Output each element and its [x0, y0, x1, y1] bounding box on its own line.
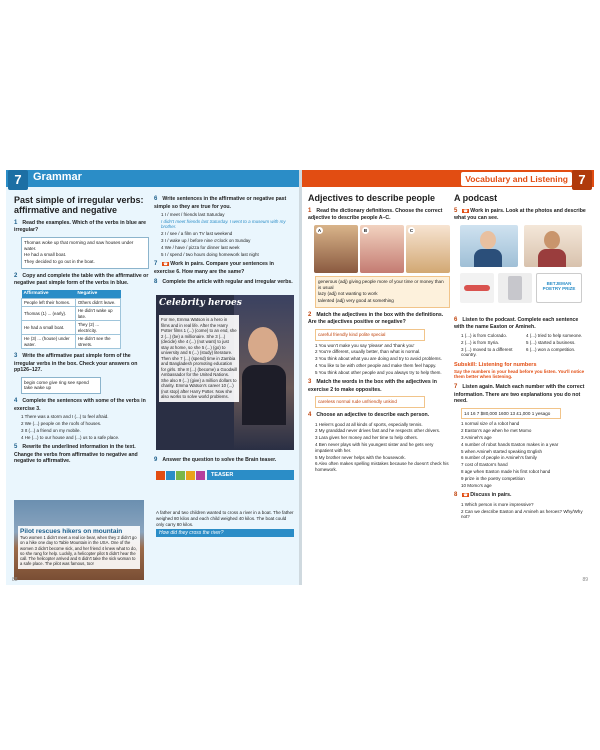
list-item: 3 You think about what you are doing and try to avoid problems.	[315, 356, 442, 362]
exercise-1-instruction: Read the examples. Which of the verbs in blue are irregular?	[14, 219, 147, 234]
vocab-exercise-4: 4 Choose an adjective to describe each person. 1 Helen's good at all kinds of sports, especially tennis. 2 My granddad never drives fast and he respects other drivers. 3 Lara gives her money and her time to help others. 4 Ben never plays with his youngest sister and he gets very impatient with her. 5 My brother never helps with the housework. 6 Alex often makes spelling mistakes because he doesn't check his homework.	[308, 412, 449, 472]
definition: generous (adj) giving people more of your time or money than is usual	[318, 278, 444, 290]
photo-a	[314, 225, 358, 273]
brain-teaser	[156, 470, 294, 537]
speaking-exercise-8: 8 ☎ Discuss in pairs. 1 Which person is more impressive? 2 Can we describe Easton and Amineh as heroes? Why/Why not?	[454, 492, 589, 520]
teaser-question: How did they cross the river?	[156, 529, 294, 537]
photo-b	[360, 225, 404, 273]
table-row: He had a small boat. They (2) ... electricity.	[22, 321, 121, 335]
adjective-word-box: careful friendly kind polite special	[315, 329, 425, 341]
list-item: 5 You think about other people and you always try to help them.	[315, 369, 442, 375]
list-item: 8 age when Easton made his first robot hand	[461, 469, 551, 474]
exercise-6: 6 Write sentences in the affirmative or negative past simple so they are true for you. 1 I / meet / friends last Saturday I didn't meet friends last Saturday. I went to a museum with my brother. 2 I / see / a film on TV last weekend 3 I / wake up / before nine o'clock on Sunday 4 We / have / pizza for dinner last week 5 I / spend / two hours doing homework last night	[154, 196, 294, 257]
list-item: 5 when Amineh started speaking English	[461, 448, 543, 454]
photo-2-amineh	[524, 225, 582, 267]
adjective-photos	[314, 225, 450, 273]
example-line: They decided to go out in the boat.	[24, 258, 95, 264]
list-item: 2 We (...) people on the roofs of houses.	[21, 420, 102, 426]
speaking-exercise-8-list	[461, 502, 589, 520]
list-item: 3 Lara gives her money and her time to help others.	[315, 435, 419, 441]
right-page	[302, 170, 594, 585]
list-item: 1 You won't make you say 'please' and 'thank you'	[315, 342, 415, 348]
listening-exercise-5: 5 ☎ Work in pairs. Look at the photos and describe what you can see.	[454, 207, 586, 222]
speaking-icon: ☎	[163, 262, 168, 267]
subskill-text: Say the numbers in your head before you listen. You'll notice them better when listening.	[454, 368, 585, 380]
list-item: 2 Easton's age when he met Momo	[461, 428, 532, 434]
pilot-article	[18, 526, 140, 569]
body-shape	[242, 365, 286, 425]
exercise-9-wrap	[154, 453, 294, 465]
exercise-4-list	[21, 414, 149, 440]
list-item: 4 He (...) to our house and (...) us to a safe place.	[21, 434, 120, 440]
list-item: 6 number of people in Amineh's family	[461, 455, 537, 461]
exercise-5: 5 Rewrite the underlined information in the text. Change the verbs from affirmative to negative and negative to affirmative.	[14, 444, 138, 465]
list-item: 9 prize in the poetry competition	[461, 475, 525, 481]
list-item: 6 (...) won a competition.	[526, 346, 576, 352]
table-row: People left their homes. Others didn't leave.	[22, 298, 121, 307]
celebrity-photo	[234, 295, 294, 450]
exercise-4: 4 Complete the sentences with some of the verbs in exercise 3. 1 There was a storm and I (...) to feel afraid. 2 We (...) people on the roofs of houses. 3 It (...) a friend on my mobile. 4 He (...) to our house and (...) us to a safe place.	[14, 398, 149, 440]
vocab-exercise-3: 3 Match the words in the box with the adjectives in exercise 2 to make opposites. careless normal rude unfriendly unkind	[308, 379, 450, 408]
list-item: 4 Ben never plays with his youngest sister and he gets very impatient with her.	[315, 442, 434, 453]
list-item: 2 I / see / a film on TV last weekend	[161, 231, 233, 237]
textbook-spread	[6, 170, 594, 585]
list-item: 10 Momo's age	[461, 482, 492, 488]
numbers-box: 14 16 7 $80,000 1600 13 £1,000 1 yesago	[461, 408, 561, 420]
list-item: 4 (...) tried to help someone.	[526, 332, 583, 338]
photo-label-c: C	[409, 227, 414, 233]
pilot-article-body: Two women 1 didn't meet a real ice bear, when they 2 didn't go on a hike one day to Table Mountain in the USA. One of the women 3 didn't become sick, and her friend 4 knew what to do, so she rang for help. Luckily, a helicopter pilot 5 didn't hear the call. The helicopter arrived and 6 didn't take the sick woman to a safe place. The pilot was famous, too!	[20, 535, 137, 567]
mountain-photo	[14, 500, 144, 580]
list-item: 5 I / spend / two hours doing homework last night	[161, 251, 259, 257]
face-shape	[248, 327, 278, 363]
grammar-section-title: Past simple of irregular verbs: affirmative and negative	[14, 195, 144, 215]
exercise-2: 2 Copy and complete the table with the affirmative or negative past simple form of the verbs in blue. Affirmative Negative People left their homes. Others didn't leave. Thomas (1) ... (early). He didn't wake up late. He had a small boat. They (2) ... electricity. He (3) ... (house) under water. He didn't see the streets.	[14, 273, 149, 349]
list-item: 4 You like to be with other people and make them feel happy.	[315, 363, 437, 368]
unit-badge-left: 7	[8, 170, 28, 190]
list-item: 3 (...) moved to a different country.	[461, 346, 513, 358]
subskill-title: Subskill: Listening for numbers	[454, 361, 537, 368]
list-item: 2 Can we describe Easton and Amineh as heroes? Why/Why not?	[461, 508, 583, 520]
list-item: 4 We / have / pizza for dinner last week	[161, 244, 240, 250]
exercise-6-list	[161, 212, 294, 257]
listening-exercise-6: 6 Listen to the podcast. Complete each sentence with the name Easton or Amineh. 1 (...) is from Colorado. 4 (...) tried to help someone. 2 (...) is from Syria. 5 (...) started a business. 3 (...) moved to a different country. 6 (...) won a competition.	[454, 317, 589, 359]
example-line: He had a small boat.	[24, 252, 67, 258]
list-item: 5 (...) started a business.	[526, 339, 576, 345]
list-item: 7 cost of Easton's hand	[461, 462, 508, 468]
table-row: Thomas (1) ... (early). He didn't wake up late.	[22, 307, 121, 321]
speaking-icon: ☎	[463, 493, 468, 498]
table-row: He (3) ... (house) under water. He didn't see the streets.	[22, 335, 121, 349]
list-item: 2 You're different, usually better, than what is normal.	[315, 349, 421, 355]
example-line: Thomas woke up that morning and saw houses under water.	[24, 239, 134, 251]
vocab-exercise-4-list	[315, 422, 450, 473]
table-header: Affirmative	[22, 290, 76, 298]
list-item: 2 My granddad never drives fast and he respects other drivers.	[315, 428, 441, 434]
list-item: 1 (...) is from Colorado.	[461, 332, 508, 338]
list-item: 1 Helen's good at all kinds of sports, especially tennis.	[315, 421, 423, 427]
photo-5-poetry-prize: BETJEMAN POETRY PRIZE	[536, 273, 582, 303]
left-column-2	[154, 192, 294, 287]
right-page-number: 89	[582, 577, 588, 583]
right-header-box	[461, 172, 572, 186]
list-item: 2 (...) is from Syria.	[461, 339, 500, 345]
profile-title: Celebrity heroes	[159, 298, 242, 308]
opposites-word-box: careless normal rude unfriendly unkind	[315, 396, 425, 408]
teaser-label: TEASER	[207, 470, 294, 480]
table-header: Negative	[75, 290, 120, 298]
definition: lazy (adj) not wanting to work	[318, 291, 378, 297]
right-header-title: Vocabulary and Listening	[465, 174, 568, 184]
photo-3-plane	[460, 273, 494, 303]
teaser-body: A father and two children wanted to cross a river in a boat. The father weighed 80 kilos and each child weighed 40 kilos. The boat could only carry 80 kilos.	[156, 510, 294, 527]
speaking-icon: ☎	[463, 208, 468, 213]
listening-exercise-7-list	[461, 421, 589, 488]
list-item: 5 My brother never helps with the housework.	[315, 454, 406, 460]
list-item: 1 I / meet / friends last Saturday	[161, 212, 225, 217]
exercise-3: 3 Write the affirmative past simple form of the irregular verbs in the box. Check your answers on pp126–127. begin come give ring see spend take wake up	[14, 353, 149, 394]
examples-box	[21, 237, 149, 269]
exercise-1: 1 Read the examples. Which of the verbs in blue are irregular? Thomas woke up that morning and saw houses under water. He had a small boat. They decided to go out in the boat.	[14, 220, 149, 269]
unit-badge-right: 7	[572, 170, 592, 190]
list-item: 4 number of robot hands Easton makes in a year	[461, 441, 559, 447]
photo-4-phone	[498, 273, 532, 303]
photo-label-b: B	[363, 227, 368, 233]
example-answer: I didn't meet friends last Saturday. I went to a museum with my brother.	[161, 218, 286, 230]
list-item: 1 There was a storm and I (...) to feel afraid.	[21, 414, 109, 420]
definition: talented (adj) very good at something	[318, 298, 394, 304]
vocab-exercise-2: 2 Match the adjectives in the box with the definitions. Are the adjectives positive or negative? careful friendly kind polite special 1 You won't make you say 'please' and 'thank you' 2 You're different, usually better, than what is normal. 3 You think about what you are doing and try to avoid problems. 4 You like to be with other people and make them feel happy. 5 You think about other people and you always try to help them.	[308, 312, 450, 376]
definitions-box	[315, 276, 450, 308]
vocab-exercise-1: 1 Read the dictionary definitions. Choose the correct adjective to describe people A–C.	[308, 207, 443, 222]
exercise-8: 8 Complete the article with regular and irregular verbs.	[154, 279, 293, 286]
right-column-1	[308, 194, 450, 474]
list-item: 3 It (...) a friend on my mobile.	[21, 427, 81, 433]
podcast-section-title: A podcast	[454, 193, 498, 203]
photo-1-easton	[460, 225, 518, 267]
list-item: 3 Amineh's age	[461, 434, 492, 440]
profile-body: For me, Emma Watson is a hero in films and in real life. After the Harry Potter films 1 (...) (come) to an end, she 2 (...) (be) a millionaire. She 3 (...) (decide) she 4 (...) (not want) to just stay at home, so she 5 (...) (go) to university and 6 (...) (study) literature. Then she 7 (...) (spend) time in Zambia and Bangladesh promoting education for girls. She 8 (...) (become) a Goodwill Ambassador for the United Nations. She also 9 (...) (give) a million dollars to charity. Emma Watson's career 10 (...) (not stop) after Harry Potter. Now she also works to solve world problems.	[159, 315, 239, 402]
photo-c	[406, 225, 450, 273]
word-box: begin come give ring see spend take wake up	[21, 377, 101, 394]
adjectives-section-title: Adjectives to describe people	[308, 193, 436, 203]
exercise-7: 7 ☎ Work in pairs. Compare your sentences in exercise 6. How many are the same?	[154, 261, 274, 275]
listening-exercise-6-list	[461, 333, 589, 359]
left-page-number: 88	[12, 577, 18, 583]
right-column-2	[454, 194, 589, 521]
list-item: 1 normal size of a robot hand	[461, 421, 520, 427]
celebrity-profile-panel	[156, 295, 294, 450]
left-page	[6, 170, 299, 585]
pilot-article-title: Pilot rescues hikers on mountain	[20, 528, 123, 535]
subskill-box	[454, 362, 589, 380]
list-item: 3 I / wake up / before nine o'clock on Sunday	[161, 238, 251, 244]
brain-teaser-logo	[156, 471, 205, 480]
left-header-title: Grammar	[33, 171, 82, 183]
grammar-table	[21, 290, 121, 349]
list-item: 1 Which person is more impressive?	[461, 501, 534, 507]
list-item: 6 Alex often makes spelling mistakes because he doesn't check his homework.	[315, 461, 449, 472]
exercise-9: 9 Answer the question to solve the Brain teaser.	[154, 457, 277, 463]
vocab-exercise-2-list	[315, 343, 450, 376]
podcast-photos	[454, 225, 589, 313]
listening-exercise-7: 7 Listen again. Match each number with the correct information. There are two explanations you do not need. 14 16 7 $80,000 1600 13 £1,000 1 yesago 1 normal size of a robot hand 2 Easton's age when he met Momo 3 Amineh's age 4 number of robot hands Easton makes in a year 5 when Amineh started speaking English 6 number of people in Amineh's family 7 cost of Easton's hand 8 age when Easton made his first robot hand 9 prize in the poetry competition 10 Momo's age	[454, 384, 589, 488]
left-column-1	[14, 196, 149, 465]
photo-label-a: A	[317, 227, 322, 233]
